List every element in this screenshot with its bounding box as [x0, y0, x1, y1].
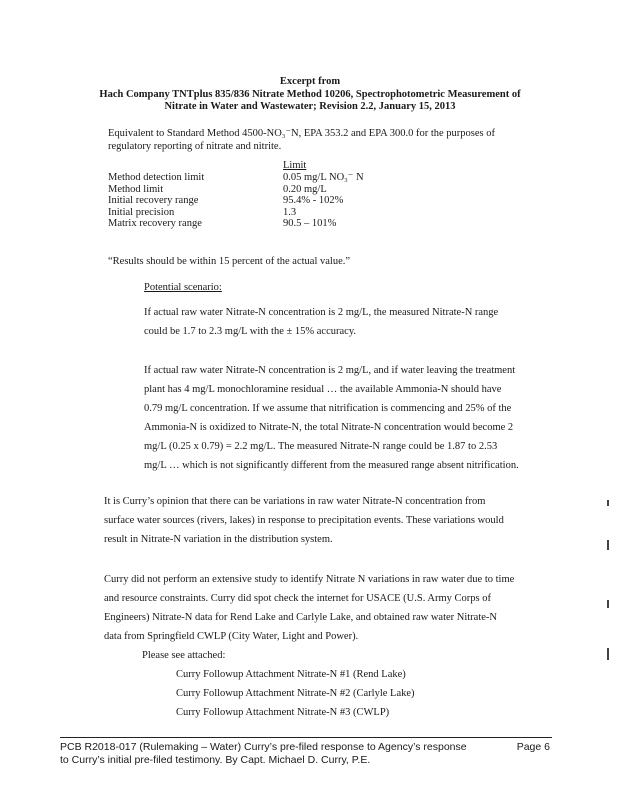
attachment-list [176, 665, 415, 722]
table-row: Matrix recovery range 90.5 – 101% [108, 218, 337, 229]
scan-mark [607, 540, 609, 550]
footer-line2: to Curry’s initial pre-filed testimony. By Capt. Michael D. Curry, P.E. [60, 754, 371, 766]
list-item: Curry Followup Attachment Nitrate-N #2 (Carlyle Lake) [176, 688, 415, 699]
list-item: Curry Followup Attachment Nitrate-N #3 (CWLP) [176, 707, 390, 718]
list-item: Curry Followup Attachment Nitrate-N #1 (Rend Lake) [176, 669, 406, 680]
scenario-title: Potential scenario: [144, 282, 222, 293]
method-title-line1: Hach Company TNTplus 835/836 Nitrate Method 10206, Spectrophotometric Measurement of [99, 89, 521, 100]
page-number: Page 6 [516, 741, 550, 753]
limits-table [108, 160, 364, 230]
table-row: Initial precision 1.3 [108, 206, 297, 218]
scan-mark [607, 500, 609, 506]
equivalence-line2: regulatory reporting of nitrate and nitrite. [108, 141, 282, 152]
scan-mark [607, 648, 609, 660]
table-row: Method detection limit 0.05 mg/L NO₃⁻ N [108, 172, 364, 183]
accuracy-quote: “Results should be within 15 percent of the actual value.” [108, 256, 351, 267]
method-title-line2: Nitrate in Water and Wastewater; Revision 2.2, January 15, 2013 [164, 101, 456, 112]
scenario-paragraph-2: If actual raw water Nitrate-N concentration is 2 mg/L, and if water leaving the treatment plant has 4 mg/L monochloramine residual … the available Ammonia-N should have 0.79 mg/L concentration. If we assume that nitrification is commencing and 25% of the Ammonia-N is oxidized to Nitrate-N, the total Nitrate-N concentration would become 2 mg/L (0.25 x 0.79) = 2.2 mg/L. The measured Nitrate-N range could be 1.87 to 2.53 mg/L … which is not significantly different from the measured range absent nitrification. [144, 365, 519, 471]
scenario-paragraph-1: If actual raw water Nitrate-N concentration is 2 mg/L, the measured Nitrate-N range could be 1.7 to 2.3 mg/L with the ± 15% accuracy. [144, 307, 499, 337]
opinion-paragraph: It is Curry’s opinion that there can be variations in raw water Nitrate-N concentration from surface water sources (rivers, lakes) in response to precipitation events. These variations would result in Nitrate-N variation in the distribution system. [104, 496, 504, 545]
table-row: Method limit 0.20 mg/L [108, 183, 327, 195]
study-paragraph: Curry did not perform an extensive study to identify Nitrate N variations in raw water due to time and resource constraints. Curry did spot check the internet for USACE (U.S. Army Corps of Engineers) Nitrate-N data for Rend Lake and Carlyle Lake, and obtained raw water Nitrate-N data from Springfield CWLP (City Water, Light and Power). Please see attached: [104, 574, 515, 661]
equivalence-line1: Equivalent to Standard Method 4500-NO₃⁻N, EPA 353.2 and EPA 300.0 for the purposes of [108, 128, 495, 139]
footer-line1: PCB R2018-017 (Rulemaking – Water) Curry’s pre-filed response to Agency’s response [60, 741, 467, 753]
footer-divider [60, 737, 552, 738]
limits-column-header: Limit [283, 160, 307, 171]
excerpt-label: Excerpt from [279, 76, 341, 87]
scan-mark [607, 600, 609, 608]
page-footer [60, 741, 550, 767]
table-row: Initial recovery range 95.4% - 102% [108, 195, 344, 206]
